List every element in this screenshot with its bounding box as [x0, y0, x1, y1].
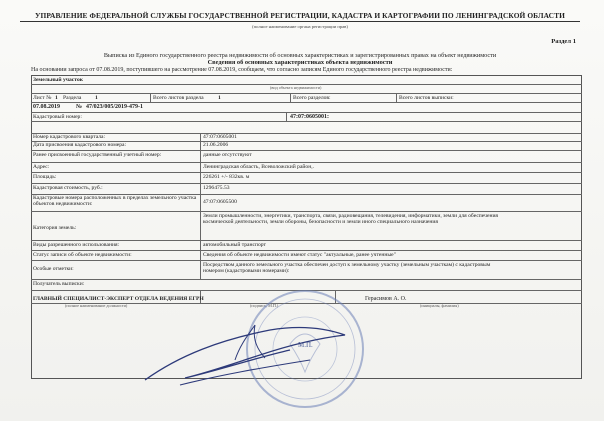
divider [286, 112, 287, 121]
row-label: Кадастровые номера расположенных в пределах земельного участка объектов недвижимости: [33, 195, 197, 208]
row-value: данные отсутствуют [203, 152, 252, 158]
row-value: 47:07:0605500 [203, 199, 237, 205]
extract-date: 07.08.2019 [33, 104, 60, 110]
extract-number: 47/023/005/2019-479-1 [86, 104, 143, 110]
divider [31, 112, 582, 113]
divider [31, 279, 582, 280]
handwritten-signature [140, 300, 360, 395]
row-label: Получатель выписки: [33, 281, 85, 287]
divider [31, 260, 582, 261]
row-label: Особые отметки: [33, 266, 74, 272]
object-type-caption: (вид объекта недвижимости) [270, 85, 322, 90]
signer-name-caption: (инициалы, фамилия) [420, 303, 459, 308]
column-divider [200, 133, 201, 279]
row-value: 1296475.53 [203, 185, 230, 191]
row-label: Площадь: [33, 174, 57, 180]
section-label: Раздела [63, 95, 82, 101]
divider [31, 121, 582, 122]
row-label: Ранее присвоенный государственный учетный номер: [33, 152, 162, 158]
divider [396, 93, 397, 102]
divider [31, 240, 582, 241]
divider [31, 172, 582, 173]
signer-position: ГЛАВНЫЙ СПЕЦИАЛИСТ-ЭКСПЕРТ ОТДЕЛА ВЕДЕНИЯ ЕГРН [33, 296, 204, 302]
signer-position-caption: (полное наименование должности) [65, 303, 128, 308]
row-label: Кадастровая стоимость, руб.: [33, 185, 103, 191]
total-sheets-label: Всего листов выписки: [399, 95, 454, 101]
total-sheets-section-value: 1 [218, 95, 221, 101]
section-value: 1 [95, 95, 98, 101]
divider [31, 102, 582, 103]
row-value: 47:07:0605001 [203, 134, 237, 140]
divider [31, 211, 582, 212]
stamp-mark: М.П. [298, 341, 313, 349]
number-label: № [76, 104, 83, 110]
agency-caption: (полное наименование органа регистрации прав) [252, 24, 348, 29]
row-value: Сведения об объекте недвижимости имеют статус "актуальные, ранее учтенные" [203, 252, 396, 258]
total-sections-label: Всего разделов: [293, 95, 331, 101]
row-value: Ленинградская область, Всеволожский район,. [203, 164, 315, 170]
signer-name: Герасимов А. О. [365, 296, 407, 302]
divider [150, 93, 151, 102]
row-value: Посредством данного земельного участка обеспечен доступ к земельному участку (земельным участкам) с кадастровым номером (кадастровыми номерами): [203, 262, 491, 275]
divider [31, 150, 582, 151]
extract-title: Выписка из Единого государственного реестра недвижимости об основных характеристиках и зарегистрированных правах на объект недвижимости [103, 52, 497, 59]
section-number: Раздел 1 [551, 38, 576, 45]
row-label: Адрес: [33, 164, 50, 170]
total-sheets-section-label: Всего листов раздела [153, 95, 204, 101]
extract-subtitle: Сведения об основных характеристиках объекта недвижимости [207, 59, 393, 66]
divider [31, 183, 582, 184]
request-statement: На основании запроса от 07.08.2019, поступившего на рассмотрение 07.08.2019, сообщаем, что согласно записям Единого государственного реестра недвижимости: [31, 67, 453, 73]
row-label: Номер кадастрового квартала: [33, 134, 106, 140]
cadastral-label: Кадастровый номер: [33, 114, 82, 120]
divider [31, 133, 582, 134]
row-value: автомобильный транспорт [203, 242, 266, 248]
sheet-value: 1 [55, 95, 58, 101]
signature-caption: (подпись, М.П.) [250, 303, 279, 308]
agency-title: УПРАВЛЕНИЕ ФЕДЕРАЛЬНОЙ СЛУЖБЫ ГОСУДАРСТВЕННОЙ РЕГИСТРАЦИИ, КАДАСТРА И КАРТОГРАФИИ ПО ЛЕНИНГРАДСКОЙ ОБЛАСТИ [20, 11, 580, 22]
divider [31, 93, 582, 94]
row-label: Статус записи об объекте недвижимости: [33, 252, 132, 258]
row-value: 226261 +/- 832кв. м [203, 174, 250, 180]
row-label: Категория земель: [33, 225, 77, 231]
cadastral-value: 47:07:0605001: [290, 114, 329, 120]
object-type: Земельный участок [33, 77, 83, 83]
row-value: Земли промышленности, энергетики, транспорта, связи, радиовещания, телевидения, информатики, земли для обеспечения космической деятельности, земли обороны, безопасности и земли иного специального назначения [203, 213, 499, 226]
row-label: Виды разрешенного использования: [33, 242, 120, 248]
divider [290, 93, 291, 102]
row-value: 21.06.2006 [203, 142, 229, 148]
sheet-label: Лист № [33, 95, 52, 101]
divider [31, 250, 582, 251]
row-label: Дата присвоения кадастрового номера: [33, 142, 127, 148]
divider [31, 162, 582, 163]
